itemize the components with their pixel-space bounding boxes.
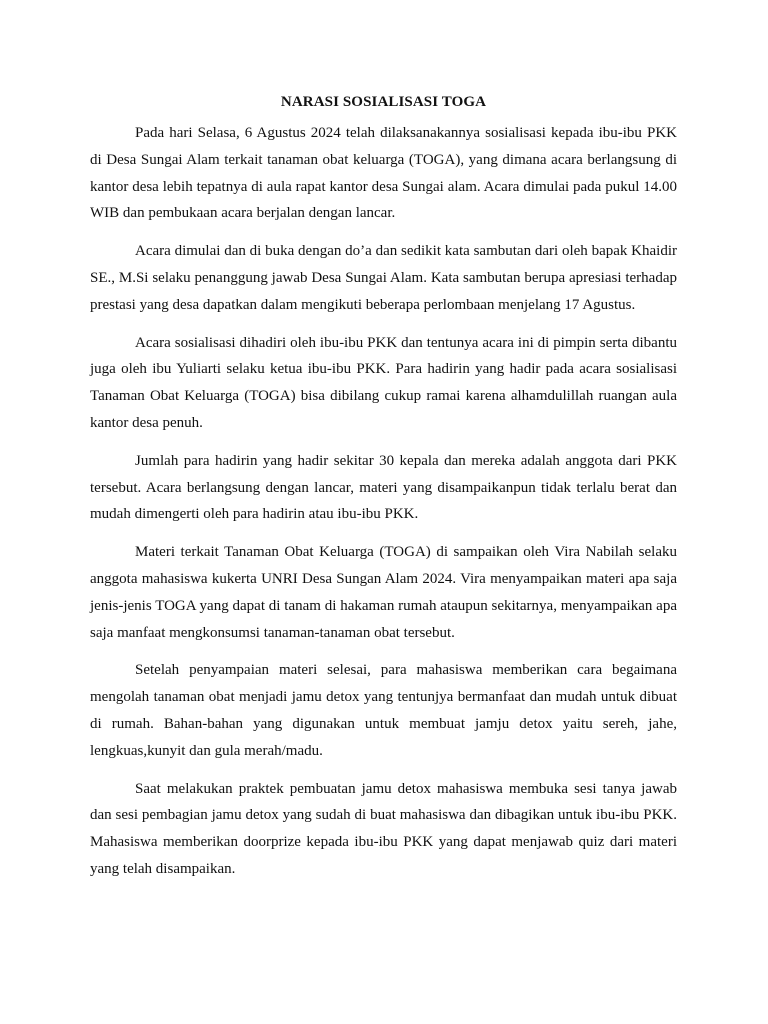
paragraph-3: Acara sosialisasi dihadiri oleh ibu-ibu PKK dan tentunya acara ini di pimpin serta dibantu juga oleh ibu Yuliarti selaku ketua ibu-ibu PKK. Para hadirin yang hadir pada acara sosialisasi Tanaman Obat Keluarga (TOGA) bisa dibilang cukup ramai karena alhamdulillah ruangan aula kantor desa penuh.: [90, 334, 677, 431]
document-title: NARASI SOSIALISASI TOGA: [280, 94, 487, 110]
paragraph-1: Pada hari Selasa, 6 Agustus 2024 telah dilaksanakannya sosialisasi kepada ibu-ibu PKK di Desa Sungai Alam terkait tanaman obat keluarga (TOGA), yang dimana acara berlangsung di kantor desa lebih tepatnya di aula rapat kantor desa Sungai alam. Acara dimulai pada pukul 14.00 WIB dan pembukaan acara berjalan dengan lancar.: [90, 125, 677, 222]
paragraph-7: Saat melakukan praktek pembuatan jamu detox mahasiswa membuka sesi tanya jawab dan sesi pembagian jamu detox yang sudah di buat mahasiswa dan dibagikan untuk ibu-ibu PKK. Mahasiswa memberikan doorprize kepada ibu-ibu PKK yang dapat menjawab quiz dari materi yang telah disampaikan.: [90, 780, 677, 877]
paragraph-6: Setelah penyampaian materi selesai, para mahasiswa memberikan cara begaimana mengolah tanaman obat menjadi jamu detox yang tentunjya bermanfaat dan mudah untuk dibuat di rumah. Bahan-bahan yang digunakan untuk membuat jamju detox yaitu sereh, jahe, lengkuas,kunyit dan gula merah/madu.: [90, 662, 677, 759]
document-page: [90, 92, 677, 894]
paragraph-2: Acara dimulai dan di buka dengan do’a dan sedikit kata sambutan dari oleh bapak Khaidir SE., M.Si selaku penanggung jawab Desa Sungai Alam. Kata sambutan berupa apresiasi terhadap prestasi yang desa dapatkan dalam mengikuti beberapa perlombaan menjelang 17 Agustus.: [90, 243, 677, 313]
paragraph-4: Jumlah para hadirin yang hadir sekitar 30 kepala dan mereka adalah anggota dari PKK tersebut. Acara berlangsung dengan lancar, materi yang disampaikanpun tidak terlalu berat dan mudah dimengerti oleh para hadirin atau ibu-ibu PKK.: [90, 452, 677, 523]
paragraph-5: Materi terkait Tanaman Obat Keluarga (TOGA) di sampaikan oleh Vira Nabilah selaku anggota mahasiswa kukerta UNRI Desa Sungan Alam 2024. Vira menyampaikan materi apa saja jenis-jenis TOGA yang dapat di tanam di hakaman rumah ataupun sekitarnya, menyampaikan apa saja manfaat mengkonsumsi tanaman-tanaman obat tersebut.: [90, 544, 677, 641]
